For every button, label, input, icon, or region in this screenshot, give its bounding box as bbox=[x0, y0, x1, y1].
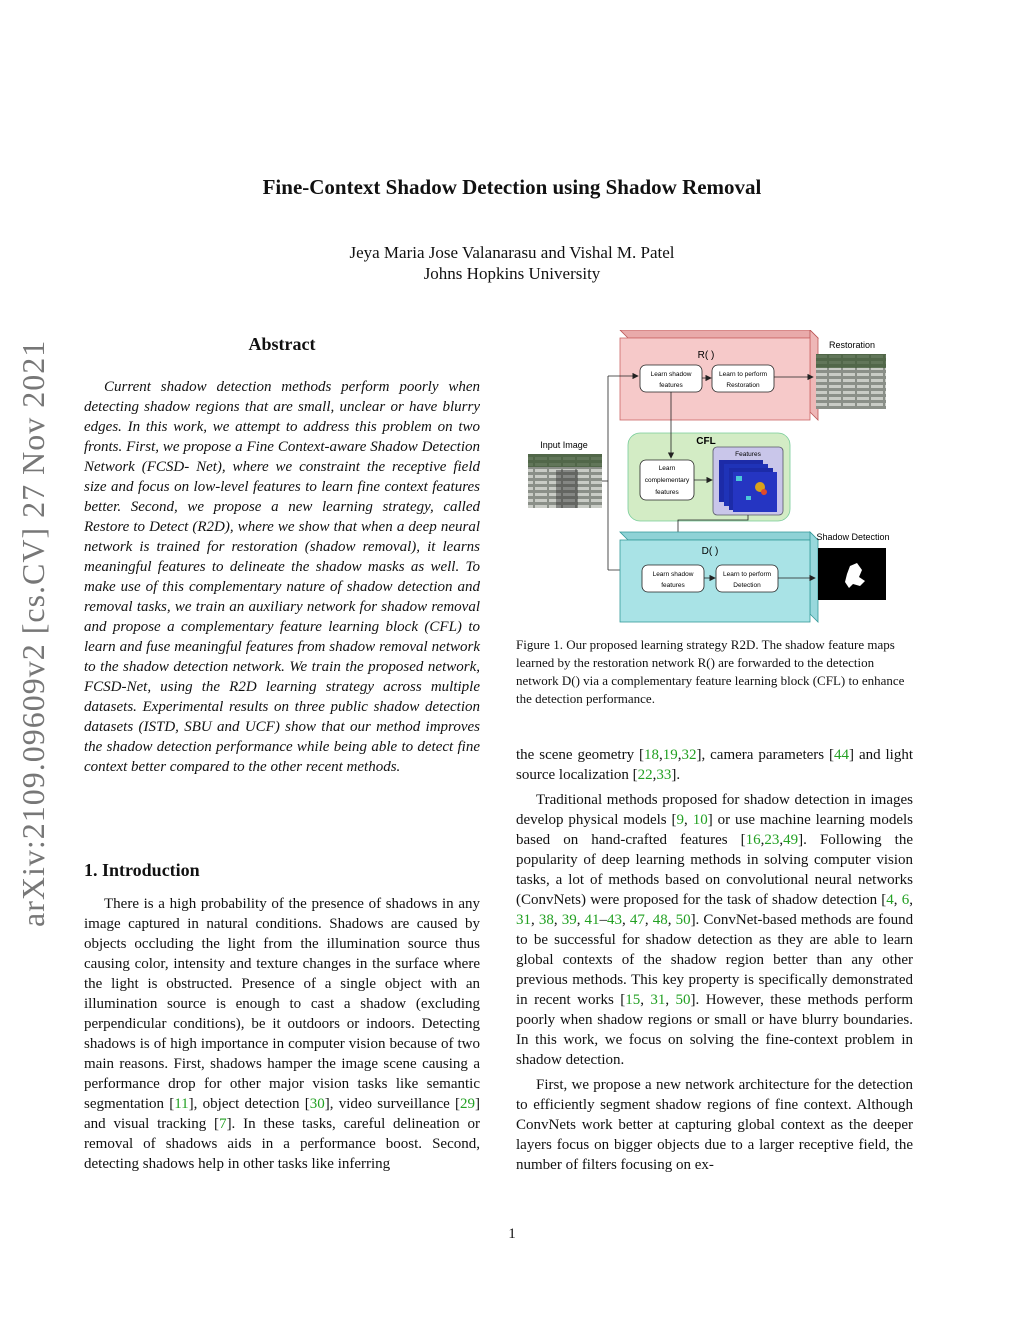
citation-link[interactable]: 9 bbox=[676, 812, 685, 828]
citation-link[interactable]: 49 bbox=[783, 832, 799, 848]
d-label: D( ) bbox=[701, 546, 719, 557]
svg-text:Restoration: Restoration bbox=[726, 382, 760, 389]
citation-link[interactable]: 4 bbox=[886, 892, 894, 908]
right-column-body bbox=[516, 745, 913, 1180]
citation-link[interactable]: 30 bbox=[309, 1096, 325, 1112]
author-block bbox=[0, 242, 1024, 284]
citation-link[interactable]: 31 bbox=[650, 992, 666, 1008]
citation-link[interactable]: 43 bbox=[607, 912, 623, 928]
svg-text:features: features bbox=[655, 489, 679, 496]
svg-text:Learn: Learn bbox=[658, 465, 676, 472]
citation-link[interactable]: 19 bbox=[662, 747, 678, 763]
restoration-network-block bbox=[620, 330, 818, 420]
introduction-body bbox=[84, 894, 480, 1179]
detection-network-block bbox=[620, 532, 818, 622]
citation-link[interactable]: 50 bbox=[675, 992, 691, 1008]
svg-text:Learn shadow: Learn shadow bbox=[652, 571, 694, 578]
authors: Jeya Maria Jose Valanarasu and Vishal M. Patel bbox=[349, 243, 675, 262]
citation-link[interactable]: 41 bbox=[584, 912, 600, 928]
citation-link[interactable]: 6 bbox=[901, 892, 910, 908]
r-label: R( ) bbox=[697, 350, 715, 361]
features-label: Features bbox=[735, 451, 761, 458]
paper-title: Fine-Context Shadow Detection using Shadow Removal bbox=[262, 175, 762, 199]
abstract-text: Current shadow detection methods perform poorly when detecting shadow regions that are small, unclear or have blurry edges. In this work, we attempt to address this problem on two fronts. First, we propose a Fine Context-aware Shadow Detection Network (FCSD- Net), where we constraint the receptive field size and focus on low-level features to learn fine context features better. Second, we propose a new learning strategy, called Restore to Detect (R2D), where we show that when a deep neural network is trained for restoration (shadow removal), it learns meaningful features to delineate the shadow masks as well. To make use of this complementary nature of shadow detection and removal tasks, we train an auxiliary network for shadow removal and propose a complementary feature learning block (CFL) to learn and fuse meaningful features from shadow removal network to the shadow detection network. We train the proposed network, FCSD-Net, using the R2D learning strategy across multiple datasets. Experimental results on three public shadow detection datasets (ISTD, SBU and UCF) show that our method improves the shadow detection performance while being able to detect fine context better compared to the other recent methods. bbox=[84, 379, 480, 775]
affiliation: Johns Hopkins University bbox=[423, 264, 601, 283]
abstract-heading: Abstract bbox=[248, 334, 316, 354]
svg-text:features: features bbox=[659, 382, 683, 389]
shadow-detection-label: Shadow Detection bbox=[816, 532, 890, 542]
citation-link[interactable]: 22 bbox=[637, 767, 653, 783]
citation-link[interactable]: 10 bbox=[692, 812, 708, 828]
cfl-block bbox=[628, 433, 790, 521]
citation-link[interactable]: 48 bbox=[652, 912, 668, 928]
figure-1-diagram bbox=[520, 330, 915, 625]
citation-link[interactable]: 44 bbox=[834, 747, 850, 763]
citation-link[interactable]: 33 bbox=[656, 767, 672, 783]
right-paragraph-3: First, we propose a new network architecture for the detection to efficiently segment shadow regions of fine context. Although ConvNets work better at capturing global context as the deeper layers focus on bigger objects due to a larger receptive field, the number of filters focusing on ex- bbox=[516, 1077, 913, 1173]
citation-link[interactable]: 29 bbox=[460, 1096, 475, 1112]
citation-link[interactable]: 11 bbox=[174, 1096, 189, 1112]
svg-text:complementary: complementary bbox=[644, 477, 690, 484]
citation-link[interactable]: 31 bbox=[516, 912, 531, 928]
figure-1-caption: Figure 1. Our proposed learning strategy R2D. The shadow feature maps learned by the restoration network R() are forwarded to the detection network D() via a complementary feature learning block (CFL) to enhance the detection performance. bbox=[516, 637, 905, 706]
intro-paragraph: There is a high probability of the presence of shadows in any image captured in natural conditions. Shadows are caused by objects occluding the light from the illumination source thus causing color, intensity and texture changes in the surface where the light is obstructed. Presence of a single object with an illumination source is enough to cast a shadow (excluding perpendicular conditions), be it outdoors or indoors. Detecting shadows is of high importance in computer vision because of two main reasons. First, shadows hamper the image scene causing a performance drop for other major vision tasks like semantic segmentation [11], object detection [30], video surveillance [29] and visual tracking [7]. In these tasks, careful delineation or removal of shadows aids in a performance boost. Second, detecting shadows help in other tasks like inferring bbox=[84, 896, 480, 1172]
svg-text:Learn to perform: Learn to perform bbox=[718, 371, 768, 378]
citation-link[interactable]: 38 bbox=[538, 912, 554, 928]
arxiv-identifier: arXiv:2109.09609v2 [cs.CV] 27 Nov 2021 bbox=[15, 339, 51, 927]
abstract-body bbox=[84, 377, 480, 782]
svg-text:features: features bbox=[661, 582, 685, 589]
citation-link[interactable]: 32 bbox=[681, 747, 697, 763]
input-image-label: Input Image bbox=[540, 440, 588, 450]
citation-link[interactable]: 50 bbox=[675, 912, 691, 928]
svg-text:Learn to perform: Learn to perform bbox=[722, 571, 772, 578]
citation-link[interactable]: 47 bbox=[629, 912, 645, 928]
citation-link[interactable]: 39 bbox=[561, 912, 577, 928]
citation-link[interactable]: 15 bbox=[625, 992, 641, 1008]
cfl-label: CFL bbox=[696, 436, 716, 447]
page-number: 1 bbox=[508, 1226, 516, 1242]
right-paragraph-1: the scene geometry [18,19,32], camera parameters [44] and light source localization [22,33]. bbox=[516, 747, 914, 783]
svg-text:Detection: Detection bbox=[733, 582, 761, 589]
citation-link[interactable]: 23 bbox=[764, 832, 780, 848]
section-heading-introduction: 1. Introduction bbox=[84, 860, 200, 880]
restoration-label: Restoration bbox=[828, 340, 876, 350]
citation-link[interactable]: 16 bbox=[745, 832, 761, 848]
citation-link[interactable]: 18 bbox=[644, 747, 659, 763]
citation-link[interactable]: 7 bbox=[219, 1116, 227, 1132]
svg-text:Learn shadow: Learn shadow bbox=[650, 371, 692, 378]
right-paragraph-2: Traditional methods proposed for shadow detection in images develop physical models [9, 10] or use machine learning models based on hand-crafted features [16,23,49]. Following the popularity of deep learning methods in solving computer vision tasks, a lot of methods based on convolutional neural networks (ConvNets) were proposed for the task of shadow detection [4, 6, 31, 38, 39, 41–43, 47, 48, 50]. ConvNet-based methods are found to be successful for shadow detection as they are able to learn global contexts of the shadow region better than any other previous methods. This key property is specifically demonstrated in recent works [15, 31, 50]. However, these methods perform poorly when shadow regions or small or have blurry boundaries. In this work, we focus on solving the fine-context problem in shadow detection. bbox=[516, 792, 914, 1068]
